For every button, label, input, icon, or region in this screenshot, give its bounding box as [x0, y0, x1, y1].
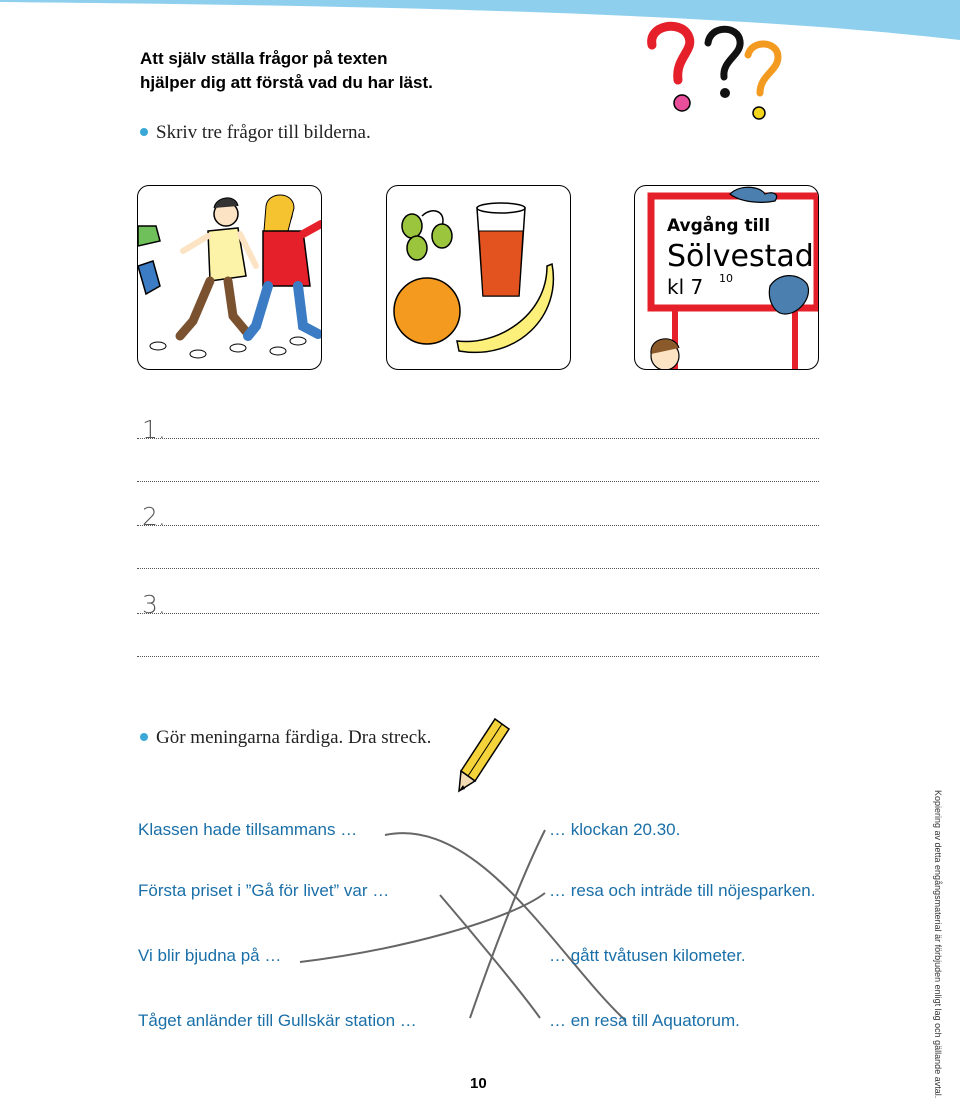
task-1-instruction [140, 122, 371, 144]
answer-number-1: 1. [142, 415, 166, 444]
answer-line-1a[interactable] [137, 438, 819, 439]
right-sentence-3[interactable]: … gått tvåtusen kilometer. [549, 946, 746, 965]
bullet-icon [140, 128, 148, 136]
side-note-text: Kopiering av detta engångsmaterial är förbjuden enligt lag och gällande avtal. [933, 790, 943, 1098]
picture-children-walking [137, 185, 322, 370]
sign-line-1: Avgång till [667, 216, 771, 236]
sign-line-3: kl 7 [667, 275, 704, 299]
answer-line-3a[interactable] [137, 613, 819, 614]
answer-number-3: 3. [142, 590, 166, 619]
task-1-text: Skriv tre frågor till bilderna. [156, 122, 371, 143]
answer-line-2b[interactable] [137, 568, 819, 569]
left-sentence-1[interactable]: Klassen hade tillsammans … [138, 820, 358, 839]
page-number: 10 [470, 1075, 487, 1092]
copyright-side-note [929, 790, 945, 1098]
answer-line-2a[interactable] [137, 525, 819, 526]
left-sentence-3[interactable]: Vi blir bjudna på … [138, 946, 282, 965]
left-sentence-4[interactable]: Tåget anländer till Gullskär station … [138, 1011, 417, 1030]
bullet-icon [140, 733, 148, 741]
left-sentence-2[interactable]: Första priset i ”Gå för livet” var … [138, 881, 390, 900]
answer-line-1b[interactable] [137, 481, 819, 482]
intro-line-1: Att själv ställa frågor på texten [140, 49, 388, 68]
picture-fruit-and-juice [386, 185, 571, 370]
right-sentence-1[interactable]: … klockan 20.30. [549, 820, 681, 839]
right-sentence-4[interactable]: … en resa till Aquatorum. [549, 1011, 740, 1030]
question-marks-illustration [640, 15, 790, 130]
answer-line-3b[interactable] [137, 656, 819, 657]
pencil-icon [455, 715, 515, 795]
right-sentence-2[interactable]: … resa och inträde till nöjesparken. [549, 881, 816, 900]
sign-time-superscript: 10 [719, 272, 733, 285]
sign-line-2: Sölvestad [667, 239, 814, 274]
task-2-text: Gör meningarna färdiga. Dra streck. [156, 727, 432, 748]
picture-departure-sign [634, 185, 819, 370]
intro-line-2: hjälper dig att förstå vad du har läst. [140, 73, 433, 92]
intro-text [140, 47, 433, 95]
task-2-instruction [140, 727, 431, 749]
answer-number-2: 2. [142, 502, 166, 531]
